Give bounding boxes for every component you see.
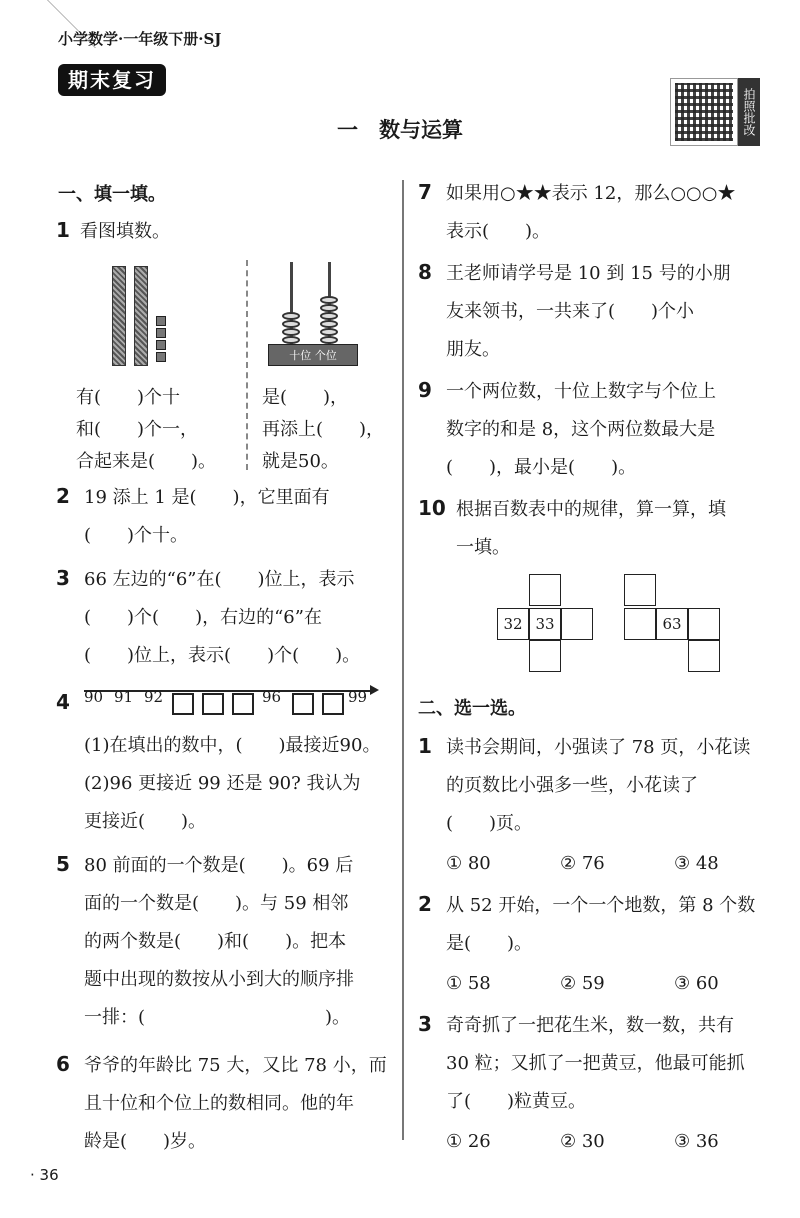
grid-cell[interactable] [561,608,593,640]
unit-cube [156,316,166,326]
page-header: 小学数学·一年级下册·SJ [58,30,222,48]
number-line [84,686,384,718]
answer-box[interactable] [172,693,194,715]
q5-line-4: 题中出现的数按从小到大的顺序排 [84,969,354,990]
q9-number: 9 [418,378,432,402]
option[interactable]: ③ 48 [674,853,719,874]
tens-blocks-figure [112,266,242,366]
c2-line-1: 从 52 开始，一个一个地数，第 8 个数 [446,895,756,916]
q4-line-3: 更接近( )。 [84,811,207,832]
option[interactable]: ③ 60 [674,973,719,994]
q2-number: 2 [56,484,70,508]
q1-left-line-1: 有( )个十 [76,387,181,408]
option[interactable]: ② 30 [560,1131,605,1152]
nl-label: 92 [144,688,164,706]
q1-left-line-2: 和( )个一， [76,419,199,440]
grid-cell[interactable] [624,608,656,640]
unit-cube [156,340,166,350]
q1-stem: 看图填数。 [80,221,170,242]
q5-line-5: 一排：( )。 [84,1007,351,1028]
column-divider [402,180,404,1140]
c2-line-2: 是( )。 [446,933,533,954]
c1-line-2: 的页数比小强多一些，小花读了 [446,775,698,796]
c1-number: 1 [418,734,432,758]
q1-right-line-1: 是( )， [262,387,349,408]
q8-line-3: 朋友。 [446,339,500,360]
abacus-figure [262,262,362,366]
q5-line-3: 的两个数是( )和( )。把本 [84,931,347,952]
nl-label: 96 [262,688,282,706]
grid-cell: 63 [656,608,688,640]
grid-cell: 33 [529,608,561,640]
q3-number: 3 [56,566,70,590]
hundred-grid-left [497,574,597,674]
q4-line-1: (1)在填出的数中，( )最接近90。 [84,735,381,756]
nl-label: 99 [348,688,368,706]
ten-rod [112,266,126,366]
c1-line-1: 读书会期间，小强读了 78 页，小花读 [446,737,751,758]
answer-box[interactable] [232,693,254,715]
q6-number: 6 [56,1052,70,1076]
grid-cell[interactable] [688,640,720,672]
q1-right-line-3: 就是50。 [262,451,339,472]
section-title: 一 数与运算 [337,118,463,142]
c3-line-2: 30 粒；又抓了一把黄豆，他最可能抓 [446,1053,745,1074]
q5-number: 5 [56,852,70,876]
review-badge: 期末复习 [58,64,166,96]
c1-line-3: ( )页。 [446,813,533,834]
q9-line-1: 一个两位数，十位上数字与个位上 [446,381,716,402]
nl-label: 91 [114,688,134,706]
q9-line-2: 数字的和是 8，这个两位数最大是 [446,419,716,440]
grid-cell: 32 [497,608,529,640]
q5-line-2: 面的一个数是( )。与 59 相邻 [84,893,349,914]
q7-line-2: 表示( )。 [446,221,551,242]
arrow-right-icon [370,685,379,695]
option[interactable]: ① 26 [446,1131,491,1152]
grid-cell[interactable] [624,574,656,606]
q1-right-line-2: 再添上( )， [262,419,385,440]
q8-number: 8 [418,260,432,284]
answer-box[interactable] [202,693,224,715]
q2-line-2: ( )个十。 [84,525,189,546]
q5-line-1: 80 前面的一个数是( )。69 后 [84,855,354,876]
q6-line-2: 且十位和个位上的数相同。他的年 [84,1093,354,1114]
c3-line-3: 了( )粒黄豆。 [446,1091,587,1112]
q1-left-line-3: 合起来是( )。 [76,451,217,472]
q3-line-2: ( )个( )，右边的“6”在 [84,607,322,628]
unit-cube [156,352,166,362]
q9-line-3: ( )，最小是( )。 [446,457,637,478]
option[interactable]: ③ 36 [674,1131,719,1152]
q8-line-2: 友来领书，一共来了( )个小 [446,301,695,322]
q8-line-1: 王老师请学号是 10 到 15 号的小朋 [446,263,731,284]
page-number: · 36 [30,1166,59,1184]
grid-cell[interactable] [688,608,720,640]
answer-box[interactable] [322,693,344,715]
q10-line-2: 一填。 [456,537,510,558]
c2-number: 2 [418,892,432,916]
option[interactable]: ② 59 [560,973,605,994]
q1-number: 1 [56,218,70,242]
ten-rod [134,266,148,366]
q3-line-3: ( )位上，表示( )个( )。 [84,645,361,666]
unit-cube [156,328,166,338]
photo-grading-tab[interactable]: 拍照批改 [738,78,760,146]
q10-line-1: 根据百数表中的规律，算一算，填 [456,499,726,520]
q4-number: 4 [56,690,70,714]
q6-line-3: 龄是( )岁。 [84,1131,207,1152]
option[interactable]: ① 58 [446,973,491,994]
grid-cell[interactable] [529,640,561,672]
q2-line-1: 19 添上 1 是( )，它里面有 [84,487,330,508]
answer-box[interactable] [292,693,314,715]
abacus-base-label: 十位 个位 [268,344,358,366]
q7-number: 7 [418,180,432,204]
option[interactable]: ② 76 [560,853,605,874]
hundred-grid-right [624,574,724,674]
q10-number: 10 [418,496,446,520]
c3-number: 3 [418,1012,432,1036]
q1-dashed-separator [246,260,248,470]
nl-label: 90 [84,688,104,706]
part-choose-title: 二、选一选。 [418,698,526,719]
part-fill-title: 一、填一填。 [58,184,166,205]
q3-line-1: 66 左边的“6”在( )位上，表示 [84,569,355,590]
q4-line-2: (2)96 更接近 99 还是 90? 我认为 [84,773,361,794]
q7-line-1: 如果用○★★表示 12，那么○○○★ [446,183,736,204]
grid-cell[interactable] [529,574,561,606]
q6-line-1: 爷爷的年龄比 75 大，又比 78 小，而 [84,1055,387,1076]
option[interactable]: ① 80 [446,853,491,874]
c3-line-1: 奇奇抓了一把花生米，数一数，共有 [446,1015,734,1036]
